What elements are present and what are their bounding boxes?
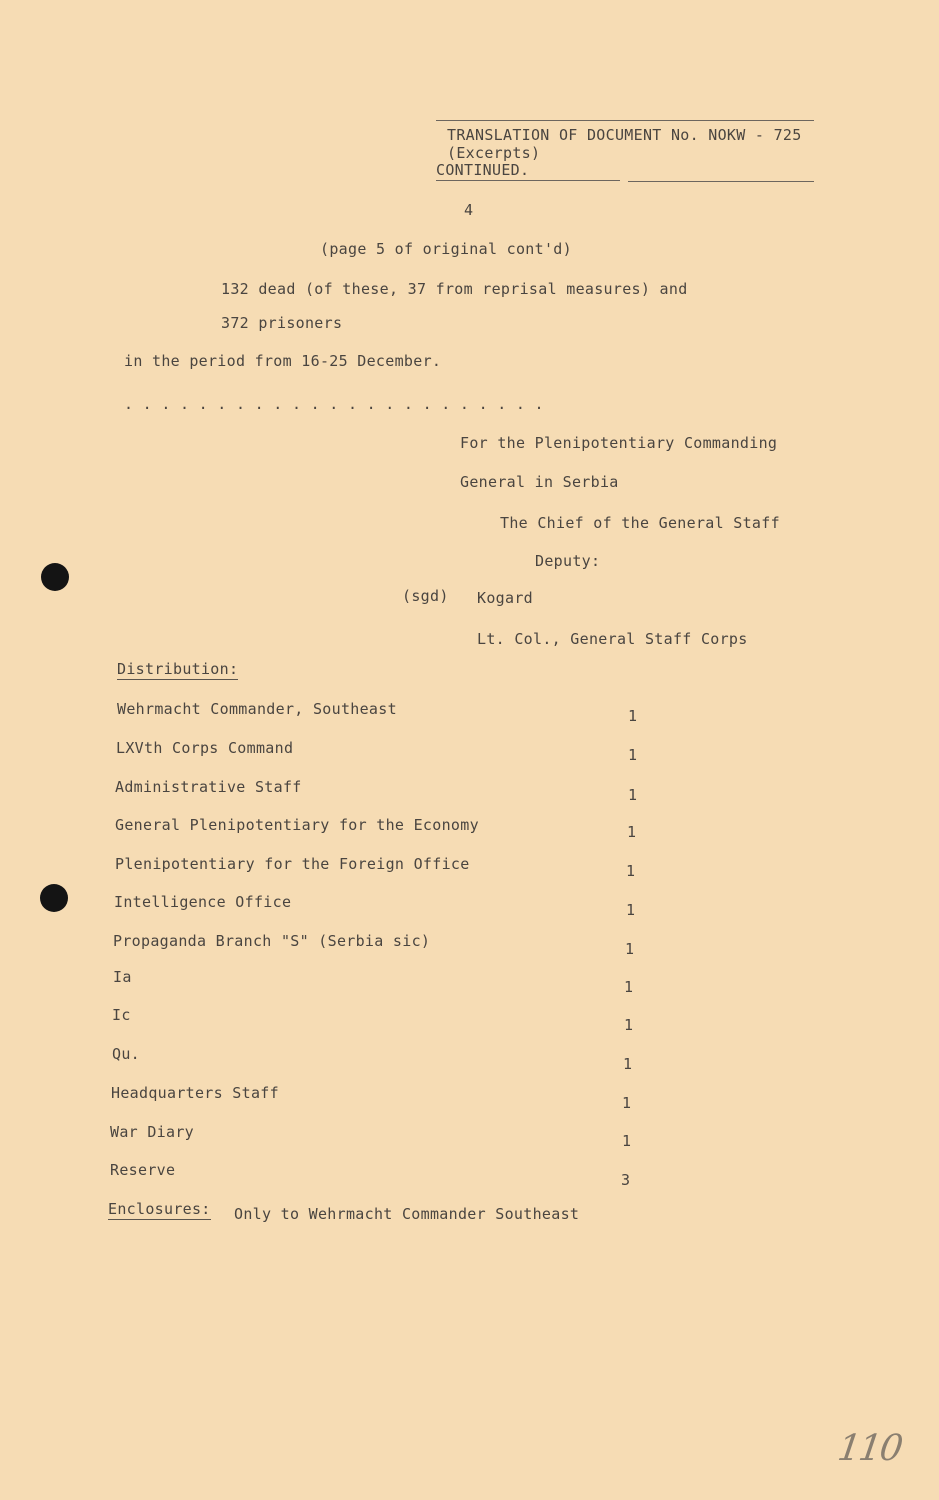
distribution-recipient: Ic: [112, 1006, 131, 1024]
distribution-quantity: 1: [626, 901, 636, 919]
distribution-recipient: Intelligence Office: [114, 893, 292, 911]
distribution-recipient: LXVth Corps Command: [116, 739, 294, 757]
distribution-quantity: 3: [621, 1171, 631, 1189]
signed-mark: (sgd): [402, 587, 449, 605]
distribution-quantity: 1: [622, 1132, 632, 1150]
distribution-quantity: 1: [628, 786, 638, 804]
signature-line-3: The Chief of the General Staff: [500, 514, 780, 532]
distribution-quantity: 1: [622, 1094, 632, 1112]
distribution-quantity: 1: [624, 978, 634, 996]
distribution-recipient: General Plenipotentiary for the Economy: [115, 816, 479, 834]
page-number: 4: [464, 201, 474, 219]
header-bottom-rule-right: [628, 181, 814, 182]
page-reference: (page 5 of original cont'd): [320, 240, 572, 258]
distribution-quantity: 1: [628, 707, 638, 725]
signatory-rank: Lt. Col., General Staff Corps: [477, 630, 748, 648]
period-line: in the period from 16-25 December.: [124, 352, 442, 370]
distribution-recipient: Propaganda Branch "S" (Serbia sic): [113, 932, 431, 950]
distribution-quantity: 1: [623, 1055, 633, 1073]
distribution-recipient: Qu.: [112, 1045, 140, 1063]
omission-dots: . . . . . . . . . . . . . . . . . . . . . . .: [124, 395, 544, 413]
enclosures-label: Enclosures:: [108, 1200, 211, 1218]
punch-hole-top: [41, 563, 69, 591]
handwritten-folio-number: 110: [835, 1428, 904, 1469]
header-subtitle: (Excerpts): [447, 144, 541, 162]
distribution-recipient: War Diary: [110, 1123, 194, 1141]
casualties-line: 132 dead (of these, 37 from reprisal measures) and: [221, 280, 688, 298]
distribution-recipient: Reserve: [110, 1161, 176, 1179]
enclosures-text: Only to Wehrmacht Commander Southeast: [234, 1205, 580, 1223]
distribution-recipient: Wehrmacht Commander, Southeast: [117, 700, 397, 718]
header-top-rule: [436, 120, 814, 121]
prisoners-line: 372 prisoners: [221, 314, 343, 332]
signature-line-1: For the Plenipotentiary Commanding: [460, 434, 778, 452]
distribution-recipient: Plenipotentiary for the Foreign Office: [115, 855, 470, 873]
punch-hole-bottom: [40, 884, 68, 912]
header-continued: CONTINUED.: [436, 161, 530, 179]
distribution-quantity: 1: [626, 862, 636, 880]
distribution-recipient: Headquarters Staff: [111, 1084, 279, 1102]
header-bottom-rule: [436, 180, 620, 181]
header-title: TRANSLATION OF DOCUMENT No. NOKW - 725: [447, 126, 802, 144]
distribution-quantity: 1: [625, 940, 635, 958]
distribution-recipient: Administrative Staff: [115, 778, 302, 796]
distribution-quantity: 1: [624, 1016, 634, 1034]
distribution-quantity: 1: [627, 823, 637, 841]
distribution-recipient: Ia: [113, 968, 132, 986]
signatory-name: Kogard: [477, 589, 533, 607]
signature-line-2: General in Serbia: [460, 473, 619, 491]
distribution-heading: Distribution:: [117, 660, 239, 678]
distribution-quantity: 1: [628, 746, 638, 764]
signature-deputy: Deputy:: [535, 552, 601, 570]
